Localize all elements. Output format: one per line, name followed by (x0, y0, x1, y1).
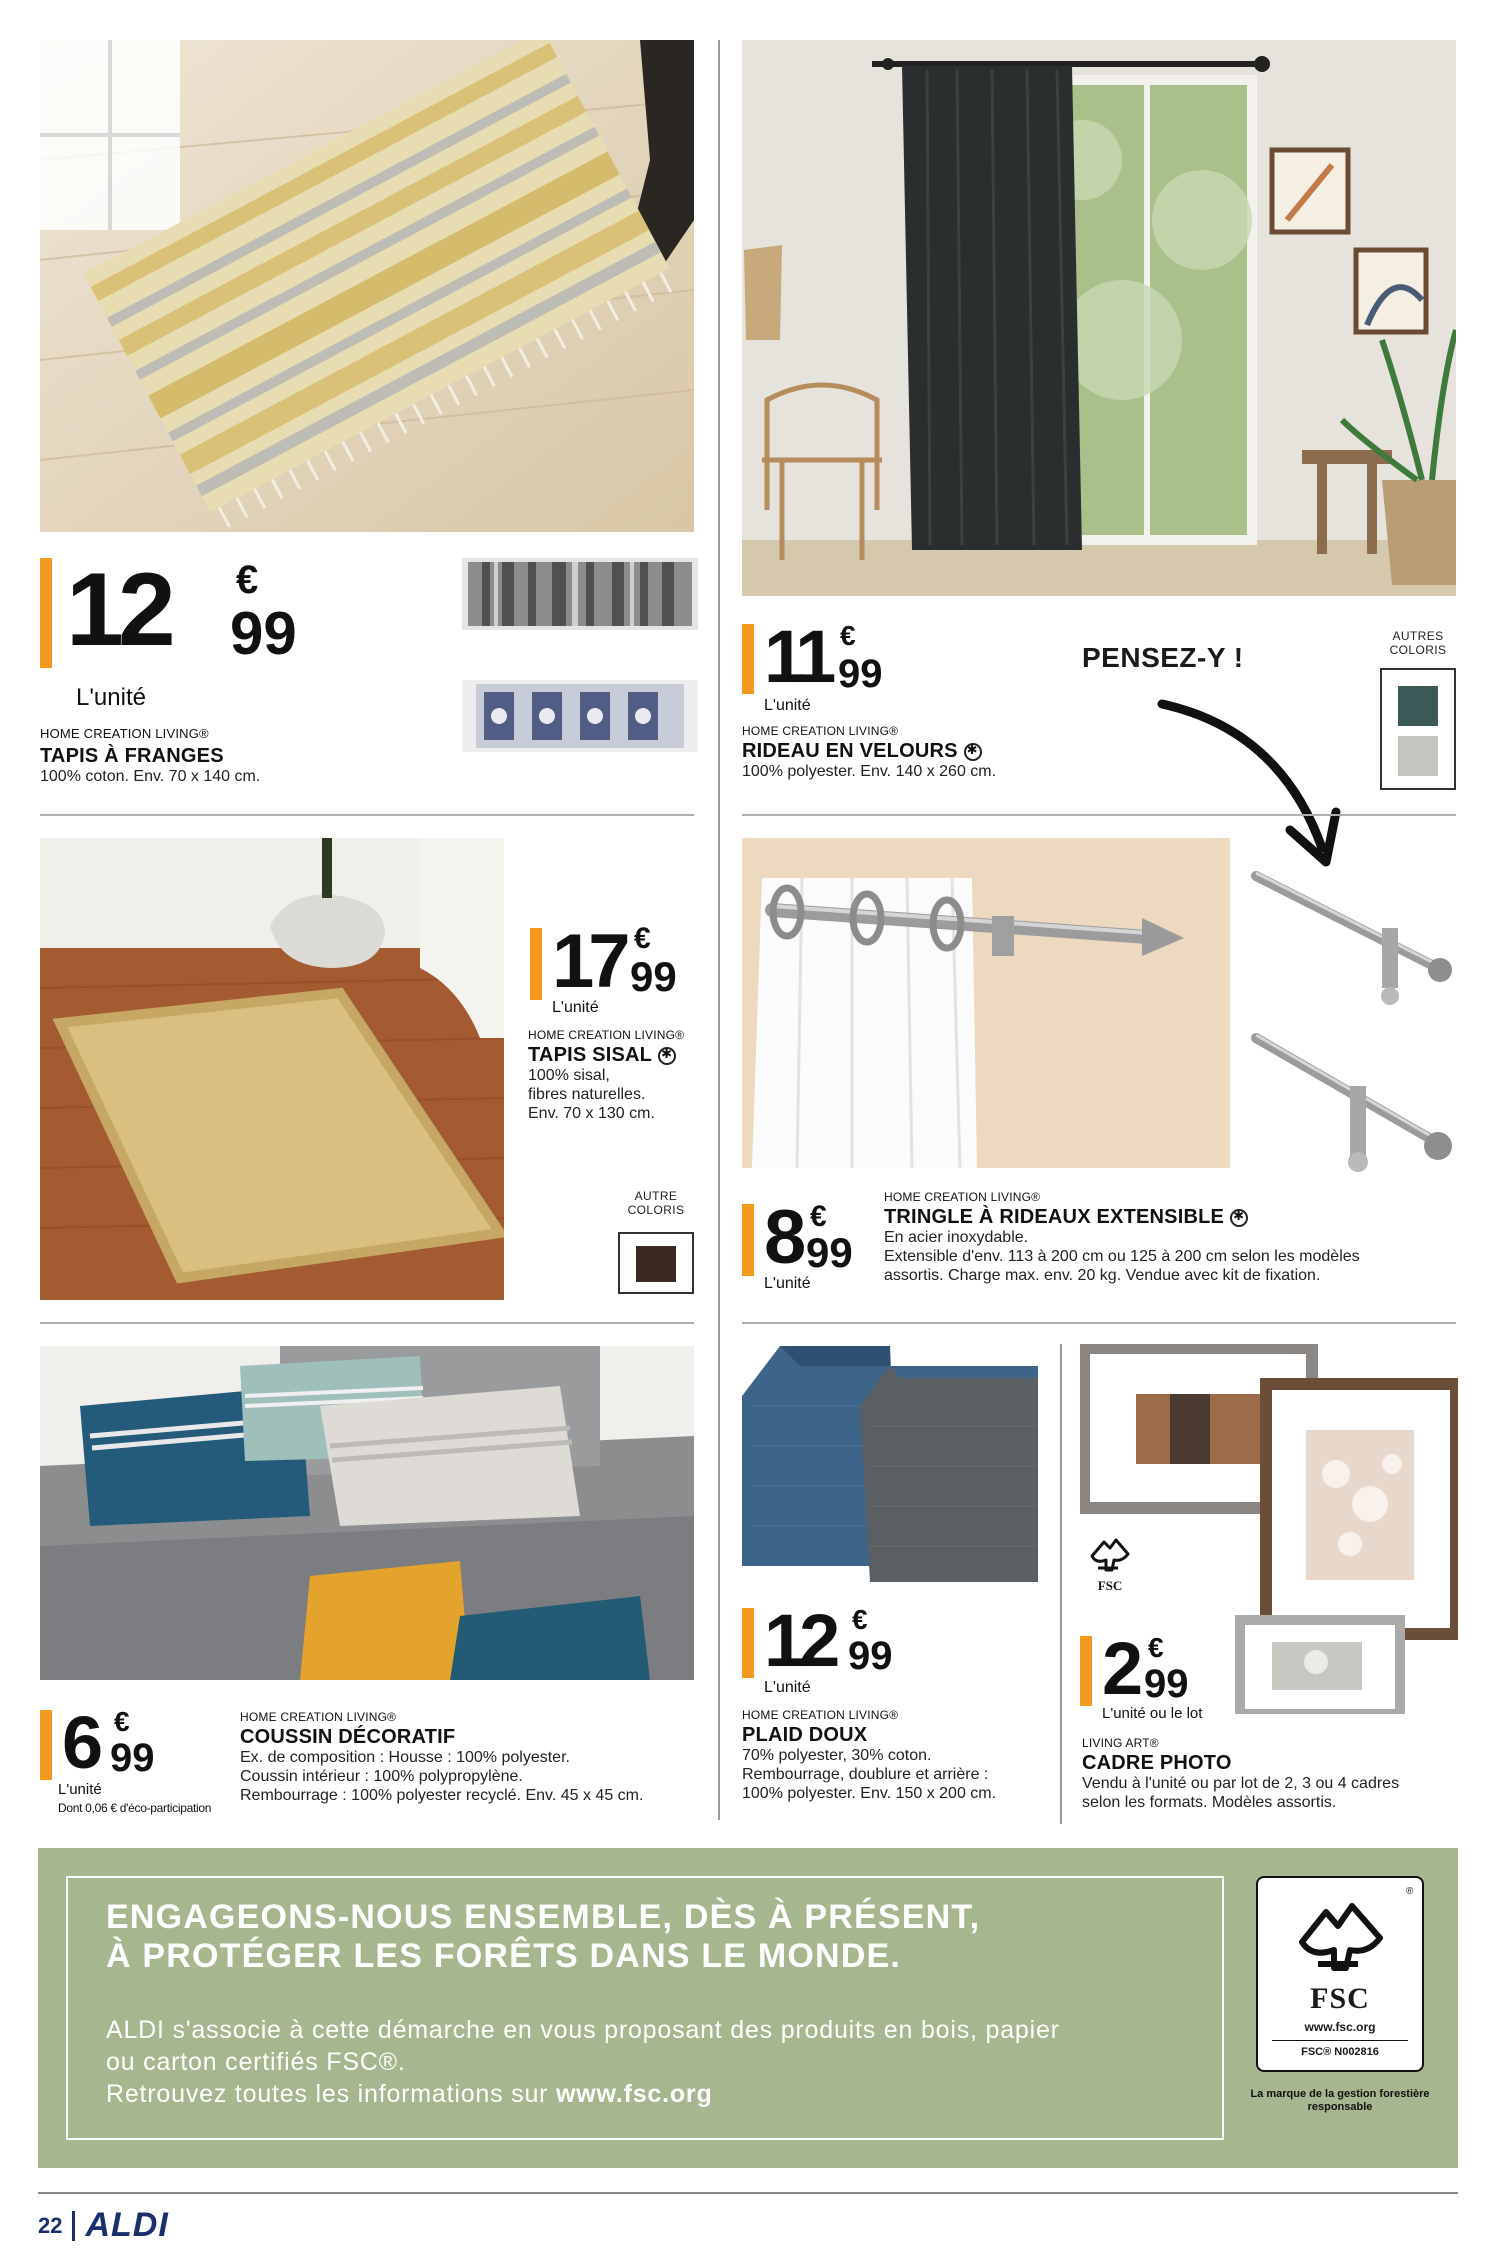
brand: HOME CREATION LIVING® (884, 1190, 1041, 1204)
product-desc: 100% polyester. Env. 140 x 260 cm. (742, 763, 997, 780)
sisal-swatches (618, 1232, 694, 1294)
product-name: TAPIS À FRANGES (40, 745, 224, 767)
product-desc: 100% sisal, fibres naturelles. Env. 70 x 130 cm. (528, 1067, 655, 1122)
fsc-caption: La marque de la gestion forestière responsable (1250, 2088, 1430, 2114)
page-footer (38, 2206, 169, 2245)
product-name: CADRE PHOTO (1082, 1752, 1232, 1774)
sisal-rug-photo (40, 838, 504, 1300)
product-desc: En acier inoxydable. Extensible d'env. 113 à 200 cm ou 125 à 200 cm selon les modèles assortis. Charge max. env. 20 kg. Vendue avec kit de fixation. (884, 1229, 1360, 1284)
divider (718, 40, 720, 1820)
fsc-link[interactable]: www.fsc.org (556, 2080, 713, 2108)
curtain-rod-photo (742, 838, 1230, 1168)
divider (1060, 1344, 1062, 1824)
sisal-price: 17 € 99 L'unité (530, 920, 710, 1020)
brand: LIVING ART® (1082, 1736, 1159, 1750)
rug-fringe-info (40, 726, 480, 787)
rod-info (884, 1190, 1454, 1286)
rod-price: 8 € 99 L'unité (742, 1196, 882, 1296)
cushion-photo (40, 1346, 694, 1680)
frame-info (1082, 1736, 1462, 1813)
plaid-price: 12 € 99 L'unité (742, 1600, 942, 1700)
swatch-brown[interactable] (636, 1246, 676, 1282)
brand: HOME CREATION LIVING® (528, 1028, 685, 1042)
rug-fringe-price: 12 € 99 L'unité (40, 550, 340, 720)
frame-price: 2 € 99 L'unité ou le lot (1080, 1628, 1230, 1728)
curtain-price: 11 € 99 L'unité (742, 616, 942, 716)
product-name: TAPIS SISAL ✱ (528, 1044, 718, 1067)
product-desc: 70% polyester, 30% coton. Rembourrage, doublure et arrière : 100% polyester. Env. 150 x 200 cm. (742, 1747, 997, 1802)
brand: HOME CREATION LIVING® (240, 1710, 397, 1724)
divider (40, 1322, 694, 1324)
divider (40, 814, 694, 816)
fsc-code: FSC® N002816 (1301, 2046, 1379, 2058)
aldi-logo: ALDI (85, 2206, 169, 2244)
fsc-tree-icon (1088, 1534, 1132, 1574)
rug-fringe-thumb-grey (462, 558, 698, 630)
brand: HOME CREATION LIVING® (742, 724, 899, 738)
divider (742, 1322, 1456, 1324)
other-colors-label: AUTRES COLORIS (1389, 629, 1447, 657)
callout-text: PENSEZ-Y ! (1082, 642, 1244, 673)
rod-variant-1 (1246, 868, 1456, 1018)
swatch-grey[interactable] (1398, 736, 1438, 776)
fsc-banner-textbox (66, 1876, 1224, 2140)
sisal-info (528, 1028, 718, 1124)
curtain-photo (742, 40, 1456, 596)
rug-fringe-photo (40, 40, 694, 532)
other-color-label: AUTRE COLORIS (627, 1189, 685, 1217)
eco-star-icon (658, 1047, 676, 1065)
eco-star-icon (1230, 1209, 1248, 1227)
footer-divider (38, 2192, 1458, 2194)
product-desc: 100% coton. Env. 70 x 140 cm. (40, 768, 261, 785)
brand: HOME CREATION LIVING® (742, 1708, 899, 1722)
product-name: COUSSIN DÉCORATIF (240, 1726, 456, 1748)
banner-text: ALDI s'associe à cette démarche en vous proposant des produits en bois, papier ou carton certifiés FSC®. Retrouvez toutes les informations sur www.fsc.org (106, 2016, 1060, 2108)
fsc-small-logo: FSC (1082, 1534, 1138, 1592)
divider (742, 814, 1456, 816)
product-name: RIDEAU EN VELOURS ✱ (742, 740, 1182, 763)
plaid-info (742, 1708, 1042, 1804)
curtain-swatches (1380, 668, 1456, 790)
plaid-photo (740, 1346, 1040, 1582)
brand: HOME CREATION LIVING® (40, 726, 209, 741)
product-name: TRINGLE À RIDEAUX EXTENSIBLE ✱ (884, 1206, 1454, 1229)
product-desc: Vendu à l'unité ou par lot de 2, 3 ou 4 cadres selon les formats. Modèles assortis. (1082, 1775, 1400, 1811)
product-name: PLAID DOUX (742, 1724, 868, 1746)
fsc-banner (38, 1848, 1458, 2168)
eco-star-icon (964, 743, 982, 761)
fsc-logo-text: FSC (1310, 1982, 1370, 2015)
cushion-info (240, 1710, 700, 1806)
curtain-info (742, 724, 1182, 782)
fsc-tree-icon (1294, 1896, 1390, 1976)
rod-variant-2 (1246, 1030, 1456, 1180)
fsc-logo-card: ® FSC www.fsc.org FSC® N002816 (1256, 1876, 1424, 2072)
cushion-price: 6 € 99 L'unité Dont 0,06 € d'éco-participation (40, 1702, 220, 1822)
rug-fringe-thumb-blue (462, 680, 698, 752)
product-desc: Ex. de composition : Housse : 100% polyester. Coussin intérieur : 100% polypropylène. Rembourrage : 100% polyester recyclé. Env. 45 x 45 cm. (240, 1749, 644, 1804)
page-number: 22 (38, 2212, 63, 2238)
banner-title: ENGAGEONS-NOUS ENSEMBLE, DÈS À PRÉSENT, À PROTÉGER LES FORÊTS DANS LE MONDE. (106, 1898, 981, 1976)
swatch-green[interactable] (1398, 686, 1438, 726)
footer-separator (72, 2211, 75, 2241)
fsc-url: www.fsc.org (1304, 2020, 1376, 2034)
